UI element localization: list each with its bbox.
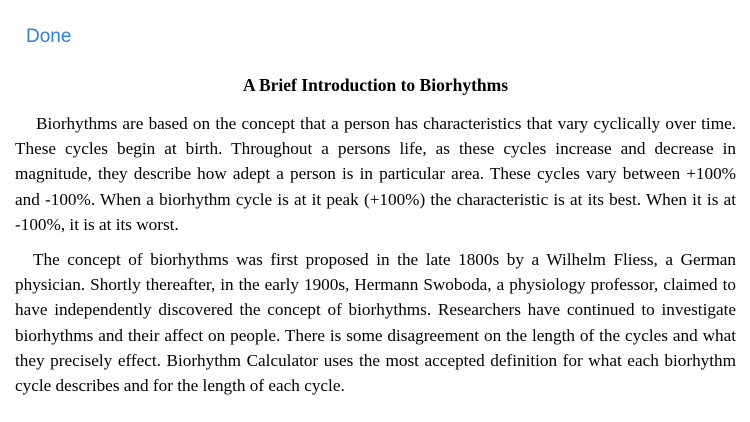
paragraph-intro: Biorhythms are based on the concept that a person has characteristics that vary cyclically over time. These cycles begin at birth. Throughout a persons life, as these cycles increase and decrease in magnitude, they describe how adept a person is in particular area. These cycles vary between +100% and -100%. When a biorhythm cycle is at it peak (+100%) the characteristic is at its best. When it is at -100%, it is at its worst. [15, 114, 736, 234]
paragraph-history: The concept of biorhythms was first proposed in the late 1800s by a Wilhelm Fliess, a German physician. Shortly thereafter, in the early 1900s, Hermann Swoboda, a physiology professor, claimed to have independently discovered the concept of biorhythms. Researchers have continued to investigate biorhythms and their affect on people. There is some disagreement on the length of the cycles and what they precisely effect. Biorhythm Calculator uses the most accepted definition for what each biorhythm cycle describes and for the length of each cycle. [15, 250, 736, 396]
navigation-bar [0, 0, 750, 72]
done-button[interactable]: Done [26, 26, 72, 47]
document-title: A Brief Introduction to Biorhythms [242, 75, 509, 95]
document-body [15, 72, 736, 398]
